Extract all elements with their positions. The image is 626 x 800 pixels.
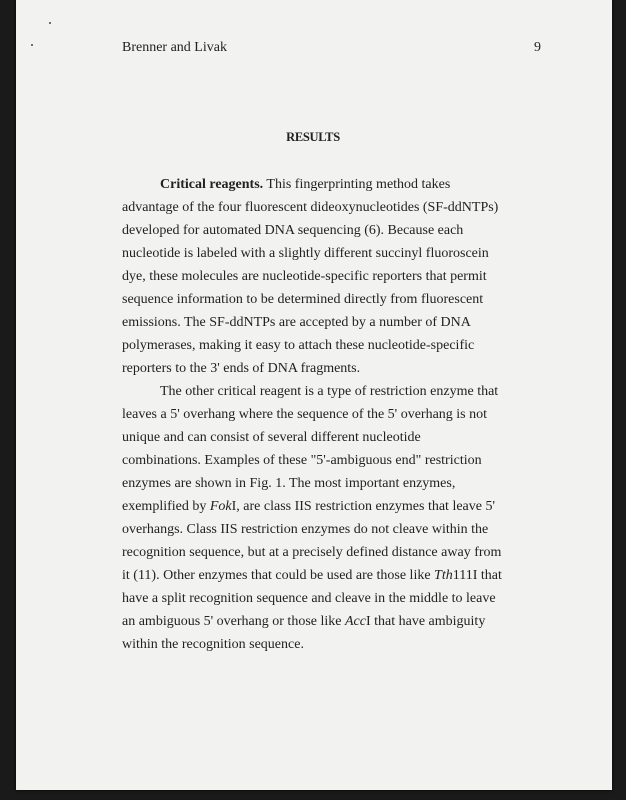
paragraph-line xyxy=(122,499,495,515)
line-text: it (11). Other enzymes that could be used are those like xyxy=(122,568,435,583)
paragraph-line: sequence information to be determined directly from fluorescent xyxy=(122,292,484,307)
paragraph-line: unique and can consist of several different nucleotide xyxy=(122,430,421,445)
page-number: 9 xyxy=(534,40,541,55)
enzyme-name: Fok xyxy=(209,499,232,514)
scan-speck xyxy=(49,22,51,24)
paragraph-line: dye, these molecules are nucleotide-specific reporters that permit xyxy=(122,269,487,284)
run-in-heading: Critical reagents. xyxy=(160,177,264,192)
paragraph-line xyxy=(160,177,450,193)
paragraph-line: within the recognition sequence. xyxy=(122,637,304,652)
line-text: exemplified by xyxy=(122,499,210,514)
paragraph-line: recognition sequence, but at a precisely defined distance away from xyxy=(122,545,502,560)
paragraph-line: nucleotide is labeled with a slightly different succinyl fluoroscein xyxy=(122,246,489,261)
paragraph-line: combinations. Examples of these "5'-ambiguous end" restriction xyxy=(122,453,482,468)
paragraph-line: developed for automated DNA sequencing (6). Because each xyxy=(122,223,464,238)
paragraph-line: advantage of the four fluorescent dideoxynucleotides (SF-ddNTPs) xyxy=(122,200,499,215)
line-text: an ambiguous 5' overhang or those like xyxy=(122,614,345,629)
paragraph-line: enzymes are shown in Fig. 1. The most important enzymes, xyxy=(122,476,456,491)
line-text: I that have ambiguity xyxy=(365,614,486,629)
paragraph-line: polymerases, making it easy to attach these nucleotide-specific xyxy=(122,338,475,353)
paragraph-line: The other critical reagent is a type of restriction enzyme that xyxy=(160,384,499,399)
enzyme-name: Acc xyxy=(344,614,366,629)
paragraph-line xyxy=(122,568,502,584)
enzyme-name: Tth xyxy=(434,568,453,583)
line-text: This fingerprinting method takes xyxy=(263,177,451,192)
section-title: RESULTS xyxy=(286,130,340,144)
paragraph-line: leaves a 5' overhang where the sequence of the 5' overhang is not xyxy=(122,407,488,422)
scan-speck xyxy=(31,44,33,46)
paragraph-line: emissions. The SF-ddNTPs are accepted by a number of DNA xyxy=(122,315,471,330)
line-text: 111I that xyxy=(452,568,502,583)
paragraph-line: reporters to the 3' ends of DNA fragments. xyxy=(122,361,361,376)
running-header: Brenner and Livak xyxy=(122,40,227,55)
paragraph-line: have a split recognition sequence and cleave in the middle to leave xyxy=(122,591,496,606)
line-text: I, are class IIS restriction enzymes that leave 5' xyxy=(231,499,496,514)
paragraph-line xyxy=(122,614,485,630)
paragraph-line: overhangs. Class IIS restriction enzymes do not cleave within the xyxy=(122,522,489,537)
